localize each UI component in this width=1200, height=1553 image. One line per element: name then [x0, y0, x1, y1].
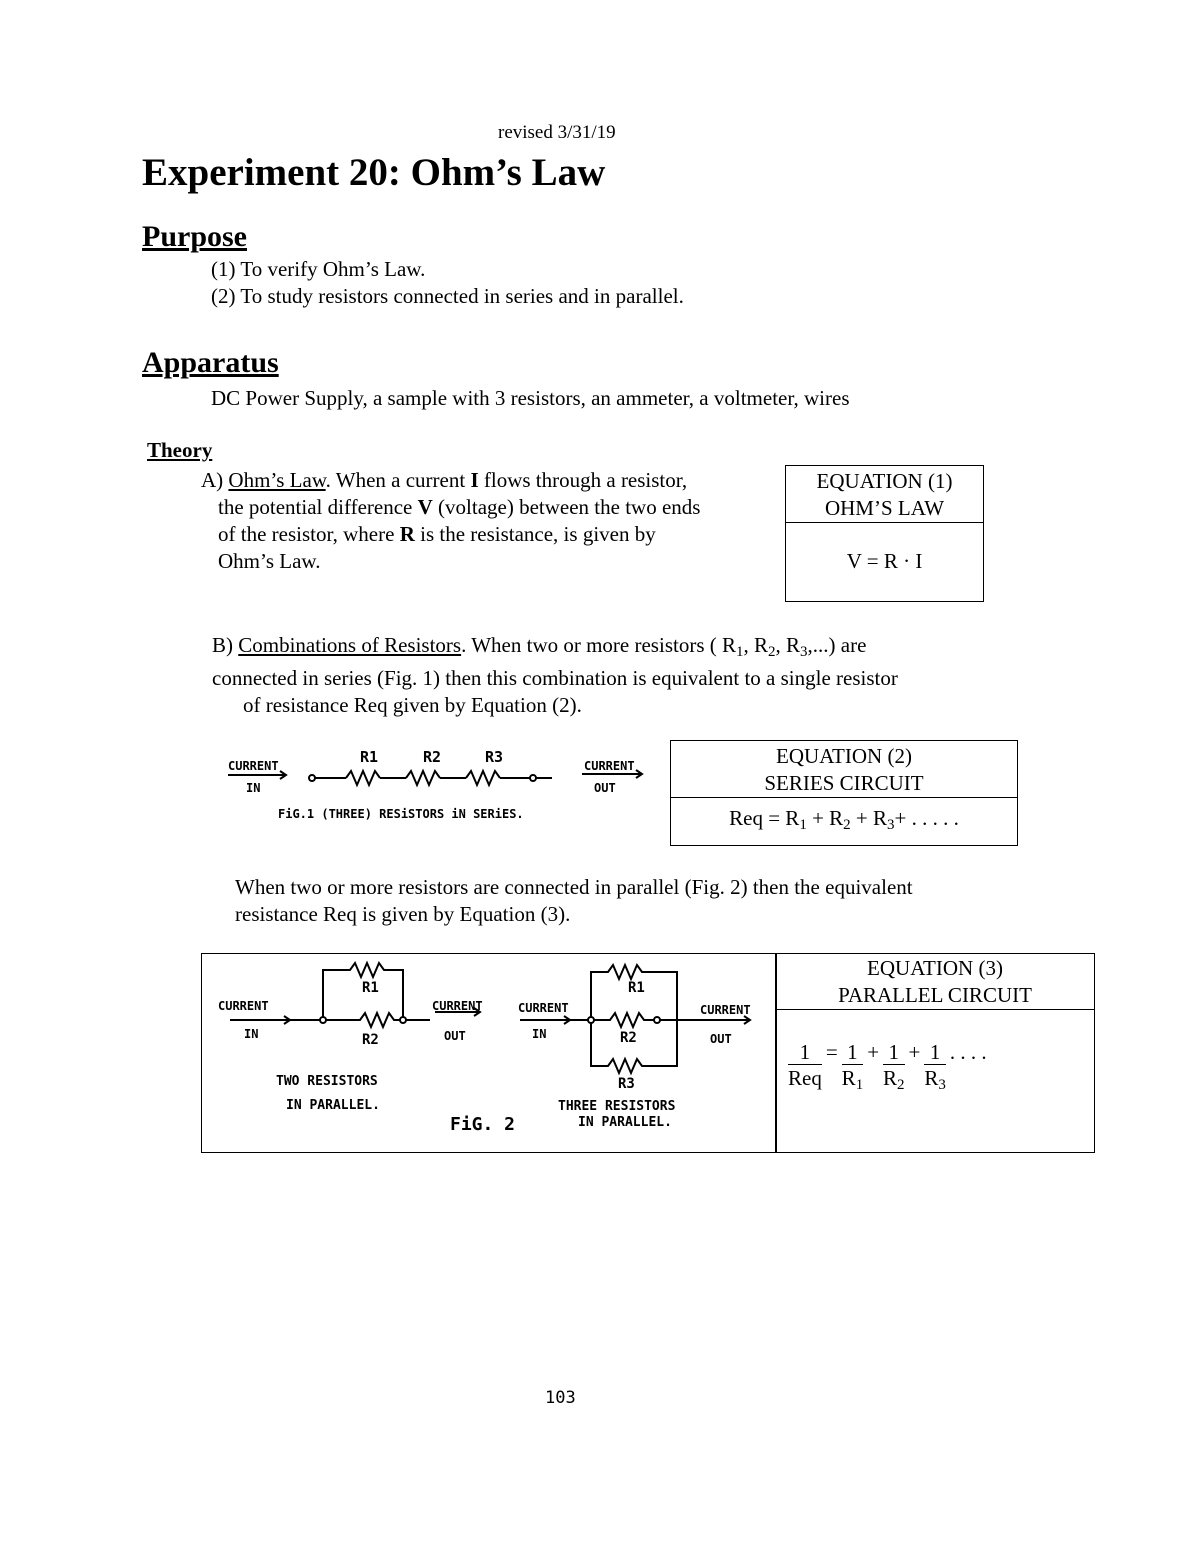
eq2-sub-3: 3	[887, 817, 895, 833]
equation-1-subtitle: OHM’S LAW	[824, 496, 945, 520]
theory-b-line-1	[212, 632, 866, 666]
parallel-circuit-figure	[210, 958, 770, 1138]
page-title: Experiment 20: Ohm’s Law	[142, 151, 606, 194]
eq3-den-0: Req	[788, 1066, 822, 1090]
eq3-num-0: 1	[788, 1040, 822, 1065]
fig1-out-label: OUT	[594, 781, 616, 795]
fig2-right-r2-label: R2	[620, 1030, 637, 1046]
fig1-caption: FiG.1 (THREE) RESiSTORS iN SERiES.	[278, 807, 524, 821]
equation-1-title: EQUATION (1)	[816, 469, 953, 493]
equation-1-formula: V = R · I	[846, 549, 923, 573]
parallel-text-line-2: resistance Req is given by Equation (3).	[235, 902, 571, 926]
apparatus-text: DC Power Supply, a sample with 3 resistors, an ammeter, a voltmeter, wires	[211, 386, 850, 410]
eq3-frac-r3	[924, 1040, 946, 1098]
eq3-den-sub-2: 2	[897, 1077, 905, 1093]
theory-b-line-3: of resistance Req given by Equation (2).	[243, 693, 582, 717]
eq2-part-c: + R	[850, 806, 888, 830]
theory-a-line-2	[218, 494, 700, 521]
equation-2-title: EQUATION (2)	[776, 744, 912, 768]
fig2-left-r1-label: R1	[362, 980, 379, 996]
purpose-item-2: (2) To study resistors connected in series and in parallel.	[211, 284, 684, 308]
eq2-part-a: Req = R	[729, 806, 800, 830]
fig2-two-resistors-label: TWO RESISTORS	[276, 1074, 378, 1089]
fig2-two-parallel-label: IN PARALLEL.	[286, 1098, 380, 1113]
purpose-heading: Purpose	[142, 220, 247, 253]
eq3-num-2: 1	[883, 1040, 905, 1065]
voltage-symbol: V	[417, 495, 433, 519]
series-circuit-figure	[220, 740, 660, 830]
fig2-right-r1-label: R1	[628, 980, 645, 996]
theory-b-text-1a: . When two or more resistors ( R	[461, 633, 736, 657]
fig2-right-current-out-label: CURRENT	[700, 1003, 751, 1017]
equation-3-title: EQUATION (3)	[867, 956, 1003, 980]
fig2-three-resistors-label: THREE RESISTORS	[558, 1099, 676, 1114]
theory-a-text-3a: of the resistor, where	[218, 522, 400, 546]
fig2-left-out-label: OUT	[444, 1029, 466, 1043]
series-circuit-wires	[228, 770, 642, 785]
parallel-circuit-wires	[230, 963, 750, 1073]
fig2-left-current-in-label: CURRENT	[218, 999, 269, 1013]
equation-3-header	[776, 955, 1094, 1010]
apparatus-heading: Apparatus	[142, 346, 279, 379]
equation-2-formula	[671, 798, 1017, 834]
eq3-num-3: 1	[924, 1040, 946, 1065]
current-symbol: I	[470, 468, 479, 492]
fig1-in-label: IN	[246, 781, 261, 795]
theory-b-comma-1: , R	[743, 633, 769, 657]
eq3-den-2: R	[883, 1066, 898, 1090]
equation-1-header	[786, 466, 983, 523]
theory-a-line-3	[218, 521, 656, 548]
page-number: 103	[545, 1388, 576, 1408]
eq3-den-1: R	[841, 1066, 856, 1090]
purpose-item-1: (1) To verify Ohm’s Law.	[211, 257, 426, 281]
theory-b-sub-3: 3	[800, 644, 808, 660]
theory-a-line-4: Ohm’s Law.	[218, 549, 321, 573]
theory-a-text-1a: . When a current	[325, 468, 471, 492]
theory-a-title: Ohm’s Law	[228, 468, 326, 492]
theory-b-comma-2: , R	[775, 633, 801, 657]
theory-b-label: B)	[212, 633, 233, 657]
equation-2-subtitle: SERIES CIRCUIT	[764, 771, 924, 795]
fig2-three-parallel-label: IN PARALLEL.	[578, 1115, 672, 1130]
theory-a-text-2a: the potential difference	[218, 495, 418, 519]
eq3-den-sub-3: 3	[938, 1077, 946, 1093]
fig2-right-current-in-label: CURRENT	[518, 1001, 569, 1015]
fig1-r3-label: R3	[485, 748, 504, 766]
theory-a-label: A)	[201, 468, 224, 492]
eq3-den-sub-1: 1	[855, 1077, 864, 1093]
eq3-frac-r1	[842, 1040, 864, 1098]
fig1-r1-label: R1	[360, 748, 379, 766]
theory-b-text-1end: ,...) are	[807, 633, 867, 657]
fig2-right-in-label: IN	[532, 1027, 547, 1041]
eq3-dots: . . . .	[949, 1040, 987, 1064]
fig2-label: FiG. 2	[450, 1114, 516, 1135]
equation-3-formula	[788, 1040, 987, 1098]
eq3-frac-req	[788, 1040, 822, 1091]
revision-date: revised 3/31/19	[498, 122, 616, 143]
theory-a-text-3c: is the resistance, is given by	[414, 522, 656, 546]
eq3-plus-1: +	[867, 1040, 880, 1064]
theory-a-text-2c: (voltage) between the two ends	[432, 495, 701, 519]
theory-heading: Theory	[147, 438, 213, 462]
equation-3-subtitle: PARALLEL CIRCUIT	[838, 983, 1032, 1007]
eq3-frac-r2	[883, 1040, 905, 1098]
parallel-text-line-1: When two or more resistors are connected in parallel (Fig. 2) then the equivalent	[235, 875, 913, 899]
fig2-right-out-label: OUT	[710, 1032, 732, 1046]
eq3-equals: =	[825, 1040, 838, 1064]
resistance-symbol: R	[399, 522, 415, 546]
theory-b-line-2: connected in series (Fig. 1) then this combination is equivalent to a single resistor	[212, 666, 898, 690]
theory-b-sub-2: 2	[768, 644, 776, 660]
equation-1-box	[785, 465, 984, 602]
equation-2-header	[671, 741, 1017, 798]
fig2-right-r3-label: R3	[618, 1076, 635, 1092]
theory-b-sub-1: 1	[736, 644, 744, 660]
eq2-sub-2: 2	[843, 817, 851, 833]
equation-2-box	[670, 740, 1018, 846]
fig2-left-r2-label: R2	[362, 1032, 379, 1048]
theory-a-line-1	[201, 467, 687, 494]
fig1-current-in-label: CURRENT	[228, 759, 279, 773]
eq3-plus-2: +	[908, 1040, 921, 1064]
eq2-part-b: + R	[806, 806, 844, 830]
eq2-part-end: + . . . . .	[894, 806, 959, 830]
eq3-num-1: 1	[842, 1040, 864, 1065]
theory-a-text-1c: flows through a resistor,	[478, 468, 688, 492]
fig1-current-out-label: CURRENT	[584, 759, 635, 773]
fig2-left-current-out-label: CURRENT	[432, 999, 483, 1013]
eq2-sub-1: 1	[799, 817, 807, 833]
fig1-r2-label: R2	[423, 748, 442, 766]
fig2-left-in-label: IN	[244, 1027, 259, 1041]
theory-b-title: Combinations of Resistors	[238, 633, 462, 657]
eq3-den-3: R	[924, 1066, 939, 1090]
